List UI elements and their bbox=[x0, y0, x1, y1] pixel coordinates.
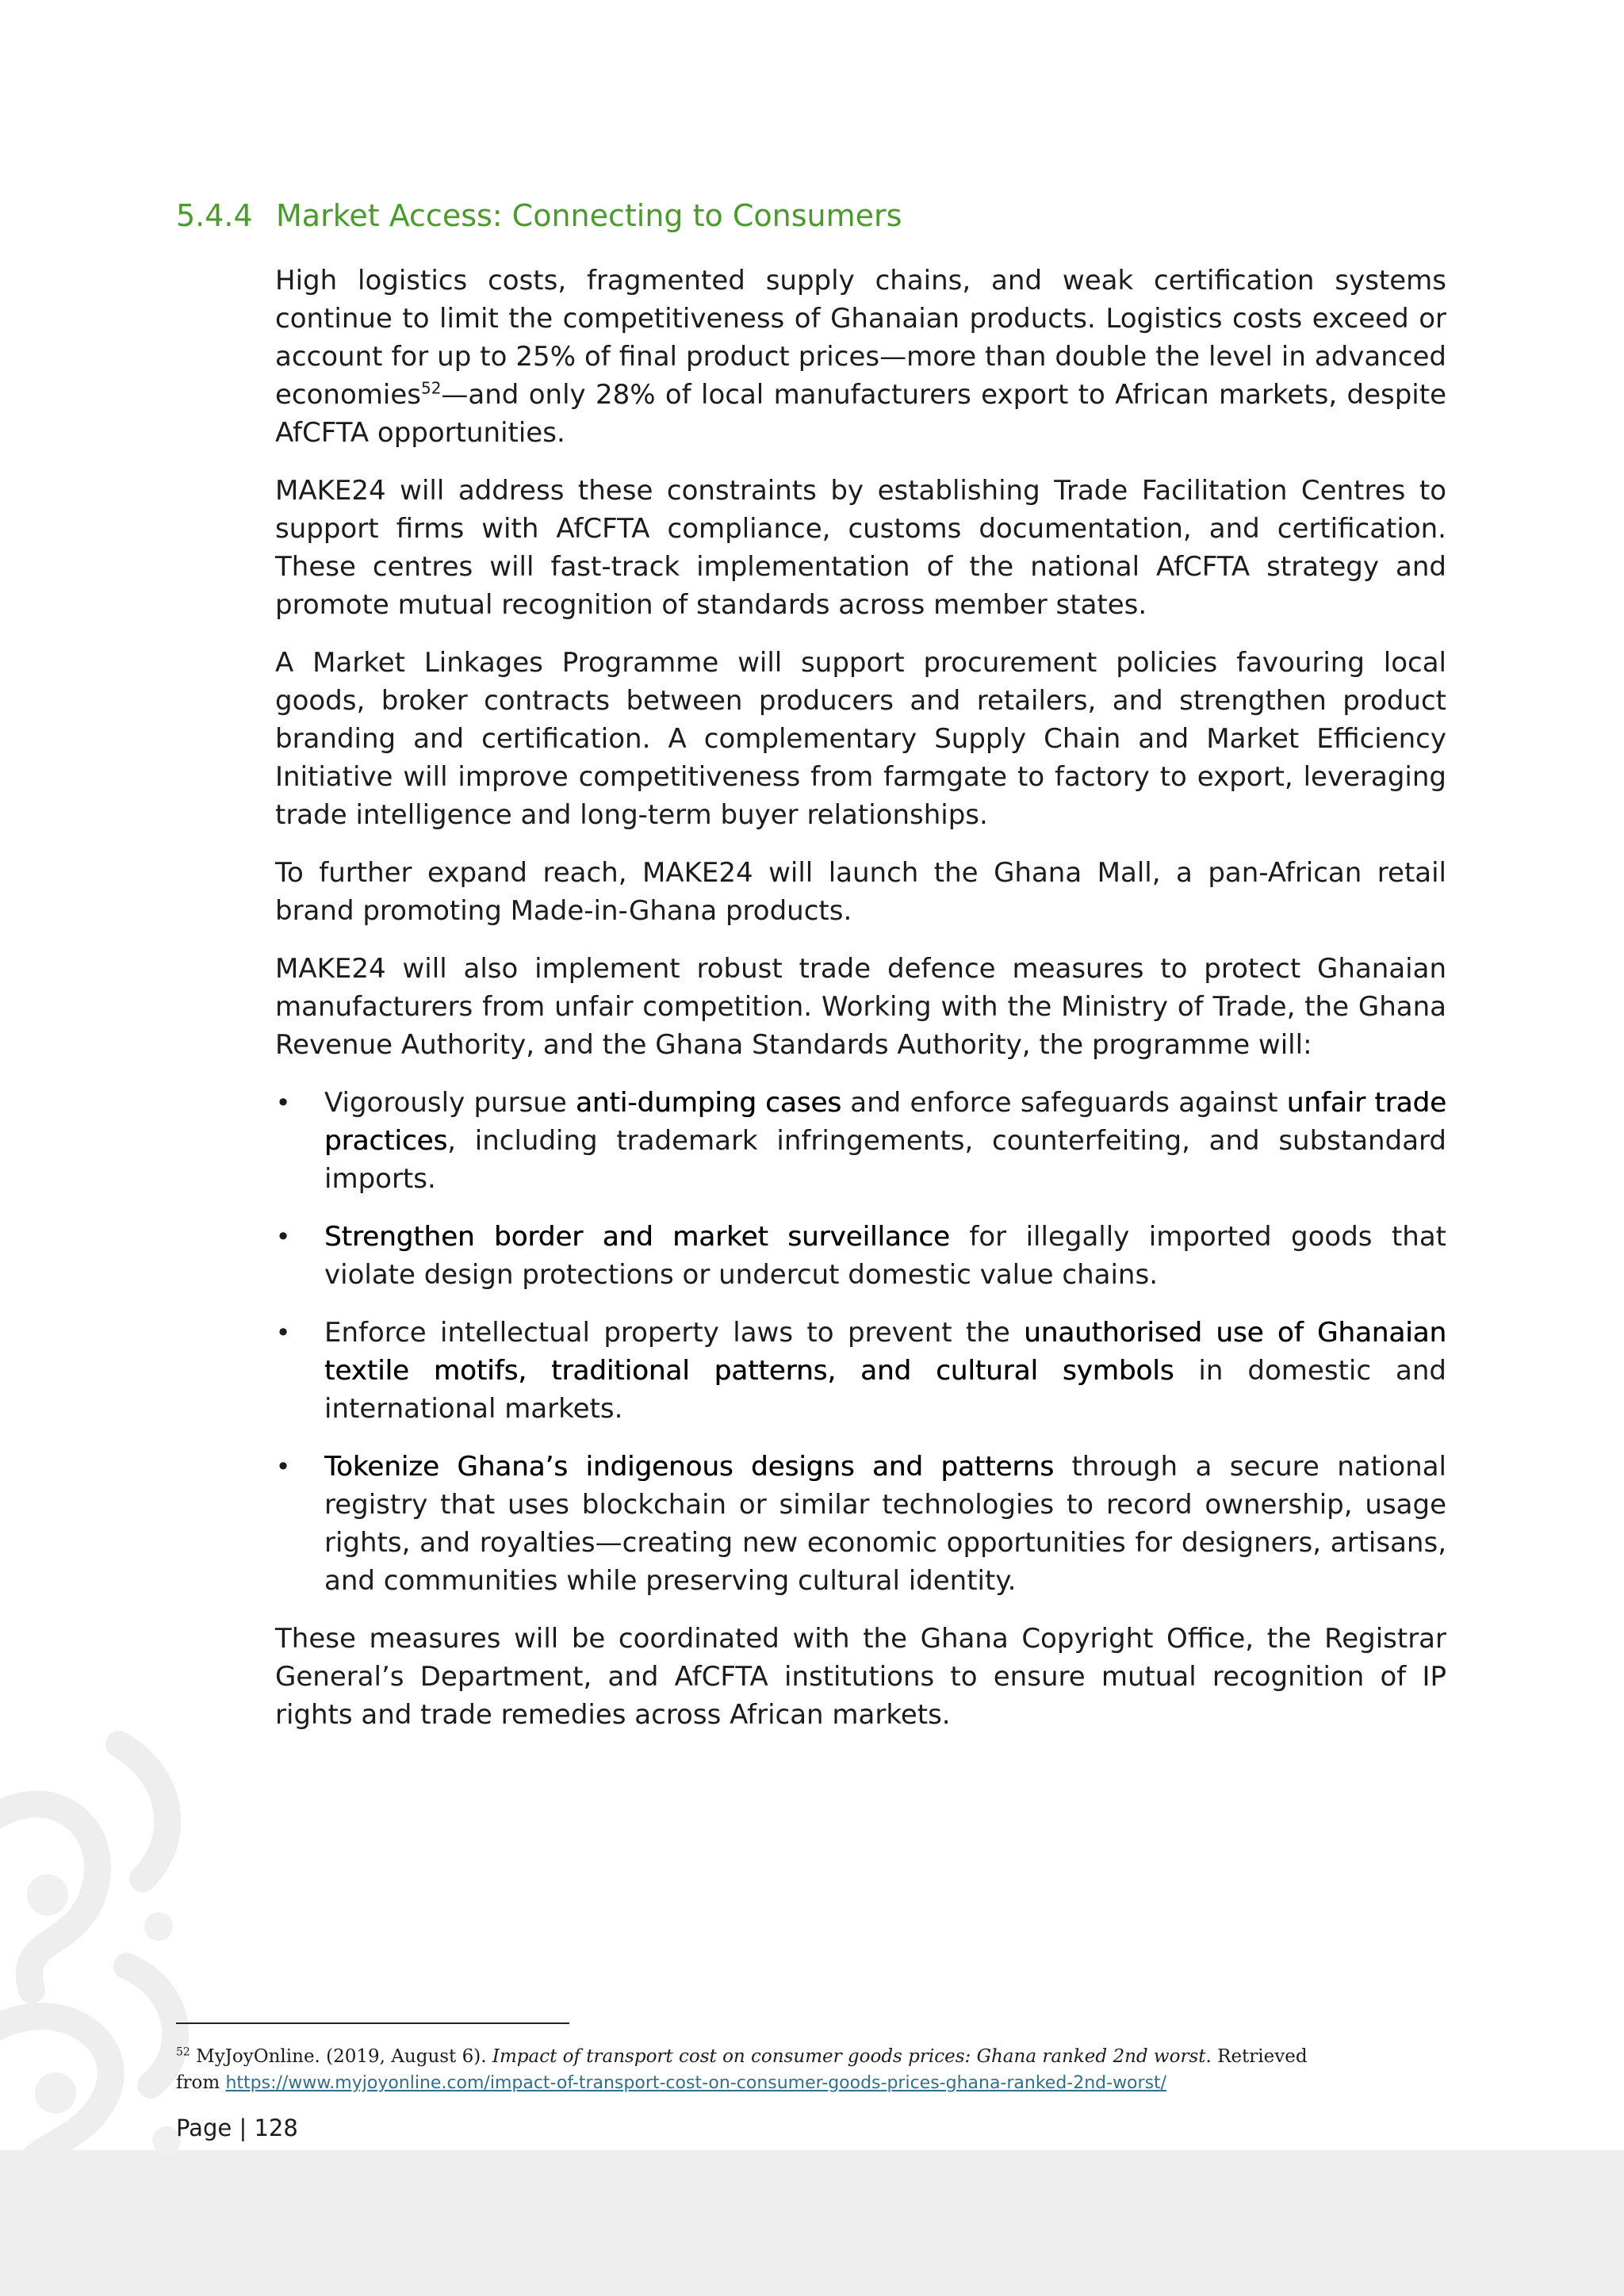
footer-band bbox=[0, 2150, 1624, 2296]
footnote-title: Impact of transport cost on consumer goods prices: Ghana ranked 2nd worst bbox=[492, 2046, 1206, 2067]
page-number: Page | 128 bbox=[176, 2114, 298, 2141]
bullet-icon: • bbox=[275, 1222, 291, 1252]
paragraph-ghana-mall: To further expand reach, MAKE24 will launch the Ghana Mall, a pan-African retail brand promoting Made-in-Ghana products. bbox=[275, 857, 1446, 927]
decorative-pattern-watermark bbox=[0, 1728, 206, 2296]
footnote-reference[interactable]: 52 bbox=[420, 378, 442, 398]
list-item: • Enforce intellectual property laws to prevent the unauthorised use of Ghanaian textile motifs, traditional patterns, and cultural symbols in domestic and international markets. bbox=[275, 1314, 1446, 1428]
footnote-link[interactable]: https://www.myjoyonline.com/impact-of-transport-cost-on-consumer-goods-prices-ghana-ranked-2nd-worst/ bbox=[225, 2073, 1167, 2093]
bullet-icon: • bbox=[275, 1088, 291, 1118]
paragraph-trade-defence: MAKE24 will also implement robust trade defence measures to protect Ghanaian manufacturers from unfair competition. Working with the Ministry of Trade, the Ghana Revenue Authority, and the Ghana Standards Authority, the programme will: bbox=[275, 953, 1446, 1061]
trade-defence-measures-list bbox=[275, 1084, 1446, 1600]
section-heading bbox=[176, 195, 902, 236]
section-number: 5.4.4 bbox=[176, 198, 253, 233]
footnote: $^{52}$ MyJoyOnline. (2019, August 6). Impact of transport cost on consumer goods prices: Ghana ranked 2nd worst. Retrieved from https://www.myjoyonline.com/impact-of-transport-cost-on-consumer-goods-prices-ghana-ranked-2nd-worst/ bbox=[176, 2045, 1308, 2093]
paragraph-market-linkages: A Market Linkages Programme will support procurement policies favouring local goods, broker contracts between producers and retailers, and strengthen product branding and certification. A complementary Supply Chain and Market Efficiency Initiative will improve competitiveness from farmgate to factory to export, leveraging trade intelligence and long-term buyer relationships. bbox=[275, 647, 1446, 831]
list-item: • Vigorously pursue anti-dumping cases and enforce safeguards against unfair trade practices, including trademark infringements, counterfeiting, and substandard imports. bbox=[275, 1084, 1446, 1198]
paragraph-trade-facilitation: MAKE24 will address these constraints by establishing Trade Facilitation Centres to support firms with AfCFTA compliance, customs documentation, and certification. These centres will fast-track implementation of the national AfCFTA strategy and promote mutual recognition of standards across member states. bbox=[275, 475, 1446, 621]
bullet-icon: • bbox=[275, 1318, 291, 1348]
list-item: • Strengthen border and market surveillance for illegally imported goods that violate design protections or undercut domestic value chains. bbox=[275, 1218, 1446, 1294]
section-title: Market Access: Connecting to Consumers bbox=[276, 198, 902, 233]
paragraph-coordination: These measures will be coordinated with the Ghana Copyright Office, the Registrar General’s Department, and AfCFTA institutions to ensure mutual recognition of IP rights and trade remedies across African markets. bbox=[275, 1623, 1446, 1731]
section-body bbox=[275, 262, 1446, 1754]
list-item: • Tokenize Ghana’s indigenous designs and patterns through a secure national registry that uses blockchain or similar technologies to record ownership, usage rights, and royalties—creating new economic opportunities for designers, artisans, and communities while preserving cultural identity. bbox=[275, 1448, 1446, 1600]
footnote-number: 52 bbox=[176, 2045, 190, 2059]
paragraph-logistics-costs: High logistics costs, fragmented supply chains, and weak certification systems continue to limit the competitiveness of Ghanaian products. Logistics costs exceed or account for up to 25% of final product prices—more than double the level in advanced economies$^{52}$—and only 28% of local manufacturers export to African markets, despite AfCFTA opportunities. bbox=[275, 265, 1446, 449]
footnote-divider bbox=[176, 2022, 569, 2024]
bullet-icon: • bbox=[275, 1452, 291, 1482]
